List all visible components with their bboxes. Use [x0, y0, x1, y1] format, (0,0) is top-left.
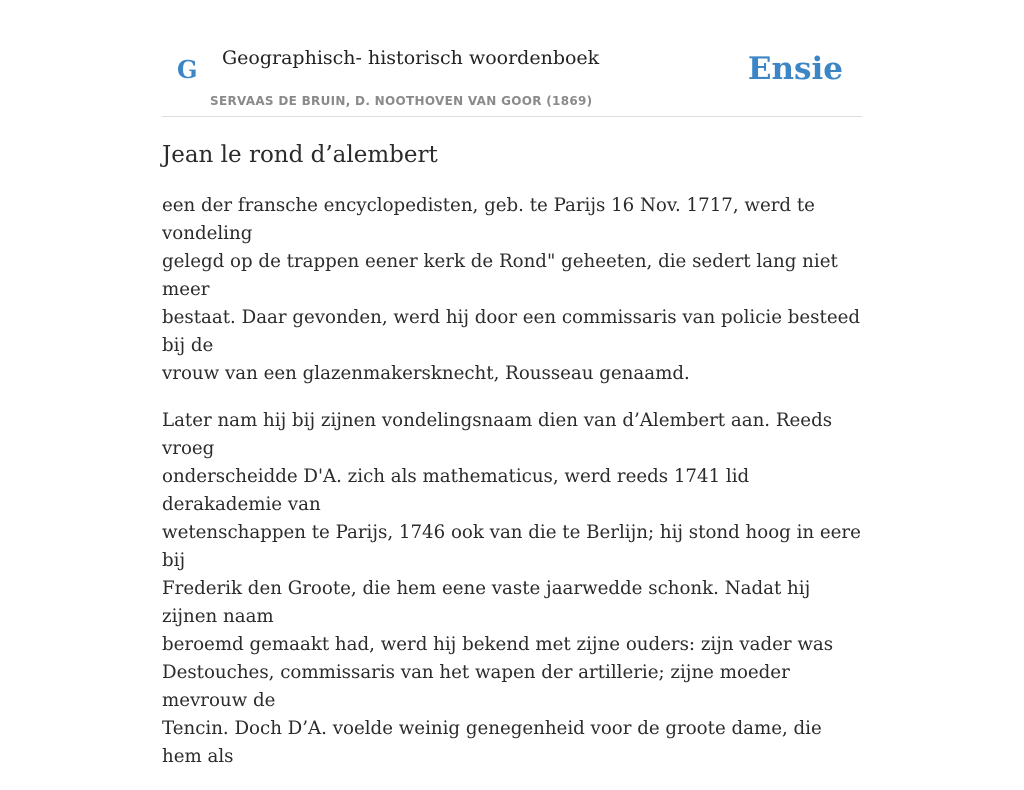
brand-logo[interactable]: Ensie [747, 51, 843, 87]
page [162, 0, 862, 767]
book-logo-icon[interactable]: G [177, 55, 198, 84]
entry-body [162, 192, 862, 790]
header [162, 0, 862, 117]
book-author: SERVAAS DE BRUIN, D. NOOTHOVEN VAN GOOR (1869) [210, 94, 593, 108]
paragraph: Later nam hij bij zijnen vondelingsnaam dien van d’Alembert aan. Reeds vroeg onderscheidde D'A. zich als mathematicus, werd reeds 1741 lid derakademie van wetenschappen te Parijs, 1746 ook van die te Berlijn; hij stond hoog in eere bij Frederik den Groote, die hem eene vaste jaarwedde schonk. Nadat hij zijnen naam beroemd gemaakt had, werd hij bekend met zijne ouders: zijn vader was Destouches, commissaris van het wapen der artillerie; zijne moeder mevrouw de Tencin. Doch D’A. voelde weinig genegenheid voor de groote dame, die hem als [162, 410, 861, 767]
paragraph: een der fransche encyclopedisten, geb. te Parijs 16 Nov. 1717, werd te vondeling gelegd op de trappen eener kerk de Rond" geheeten, die sedert lang niet meer bestaat. Daar gevonden, werd hij door een commissaris van policie besteed bij de vrouw van een glazenmakersknecht, Rousseau genaamd. [162, 195, 860, 384]
book-title[interactable]: Geographisch- historisch woordenboek [222, 47, 600, 69]
entry-title: Jean le rond d’alembert [162, 142, 438, 168]
